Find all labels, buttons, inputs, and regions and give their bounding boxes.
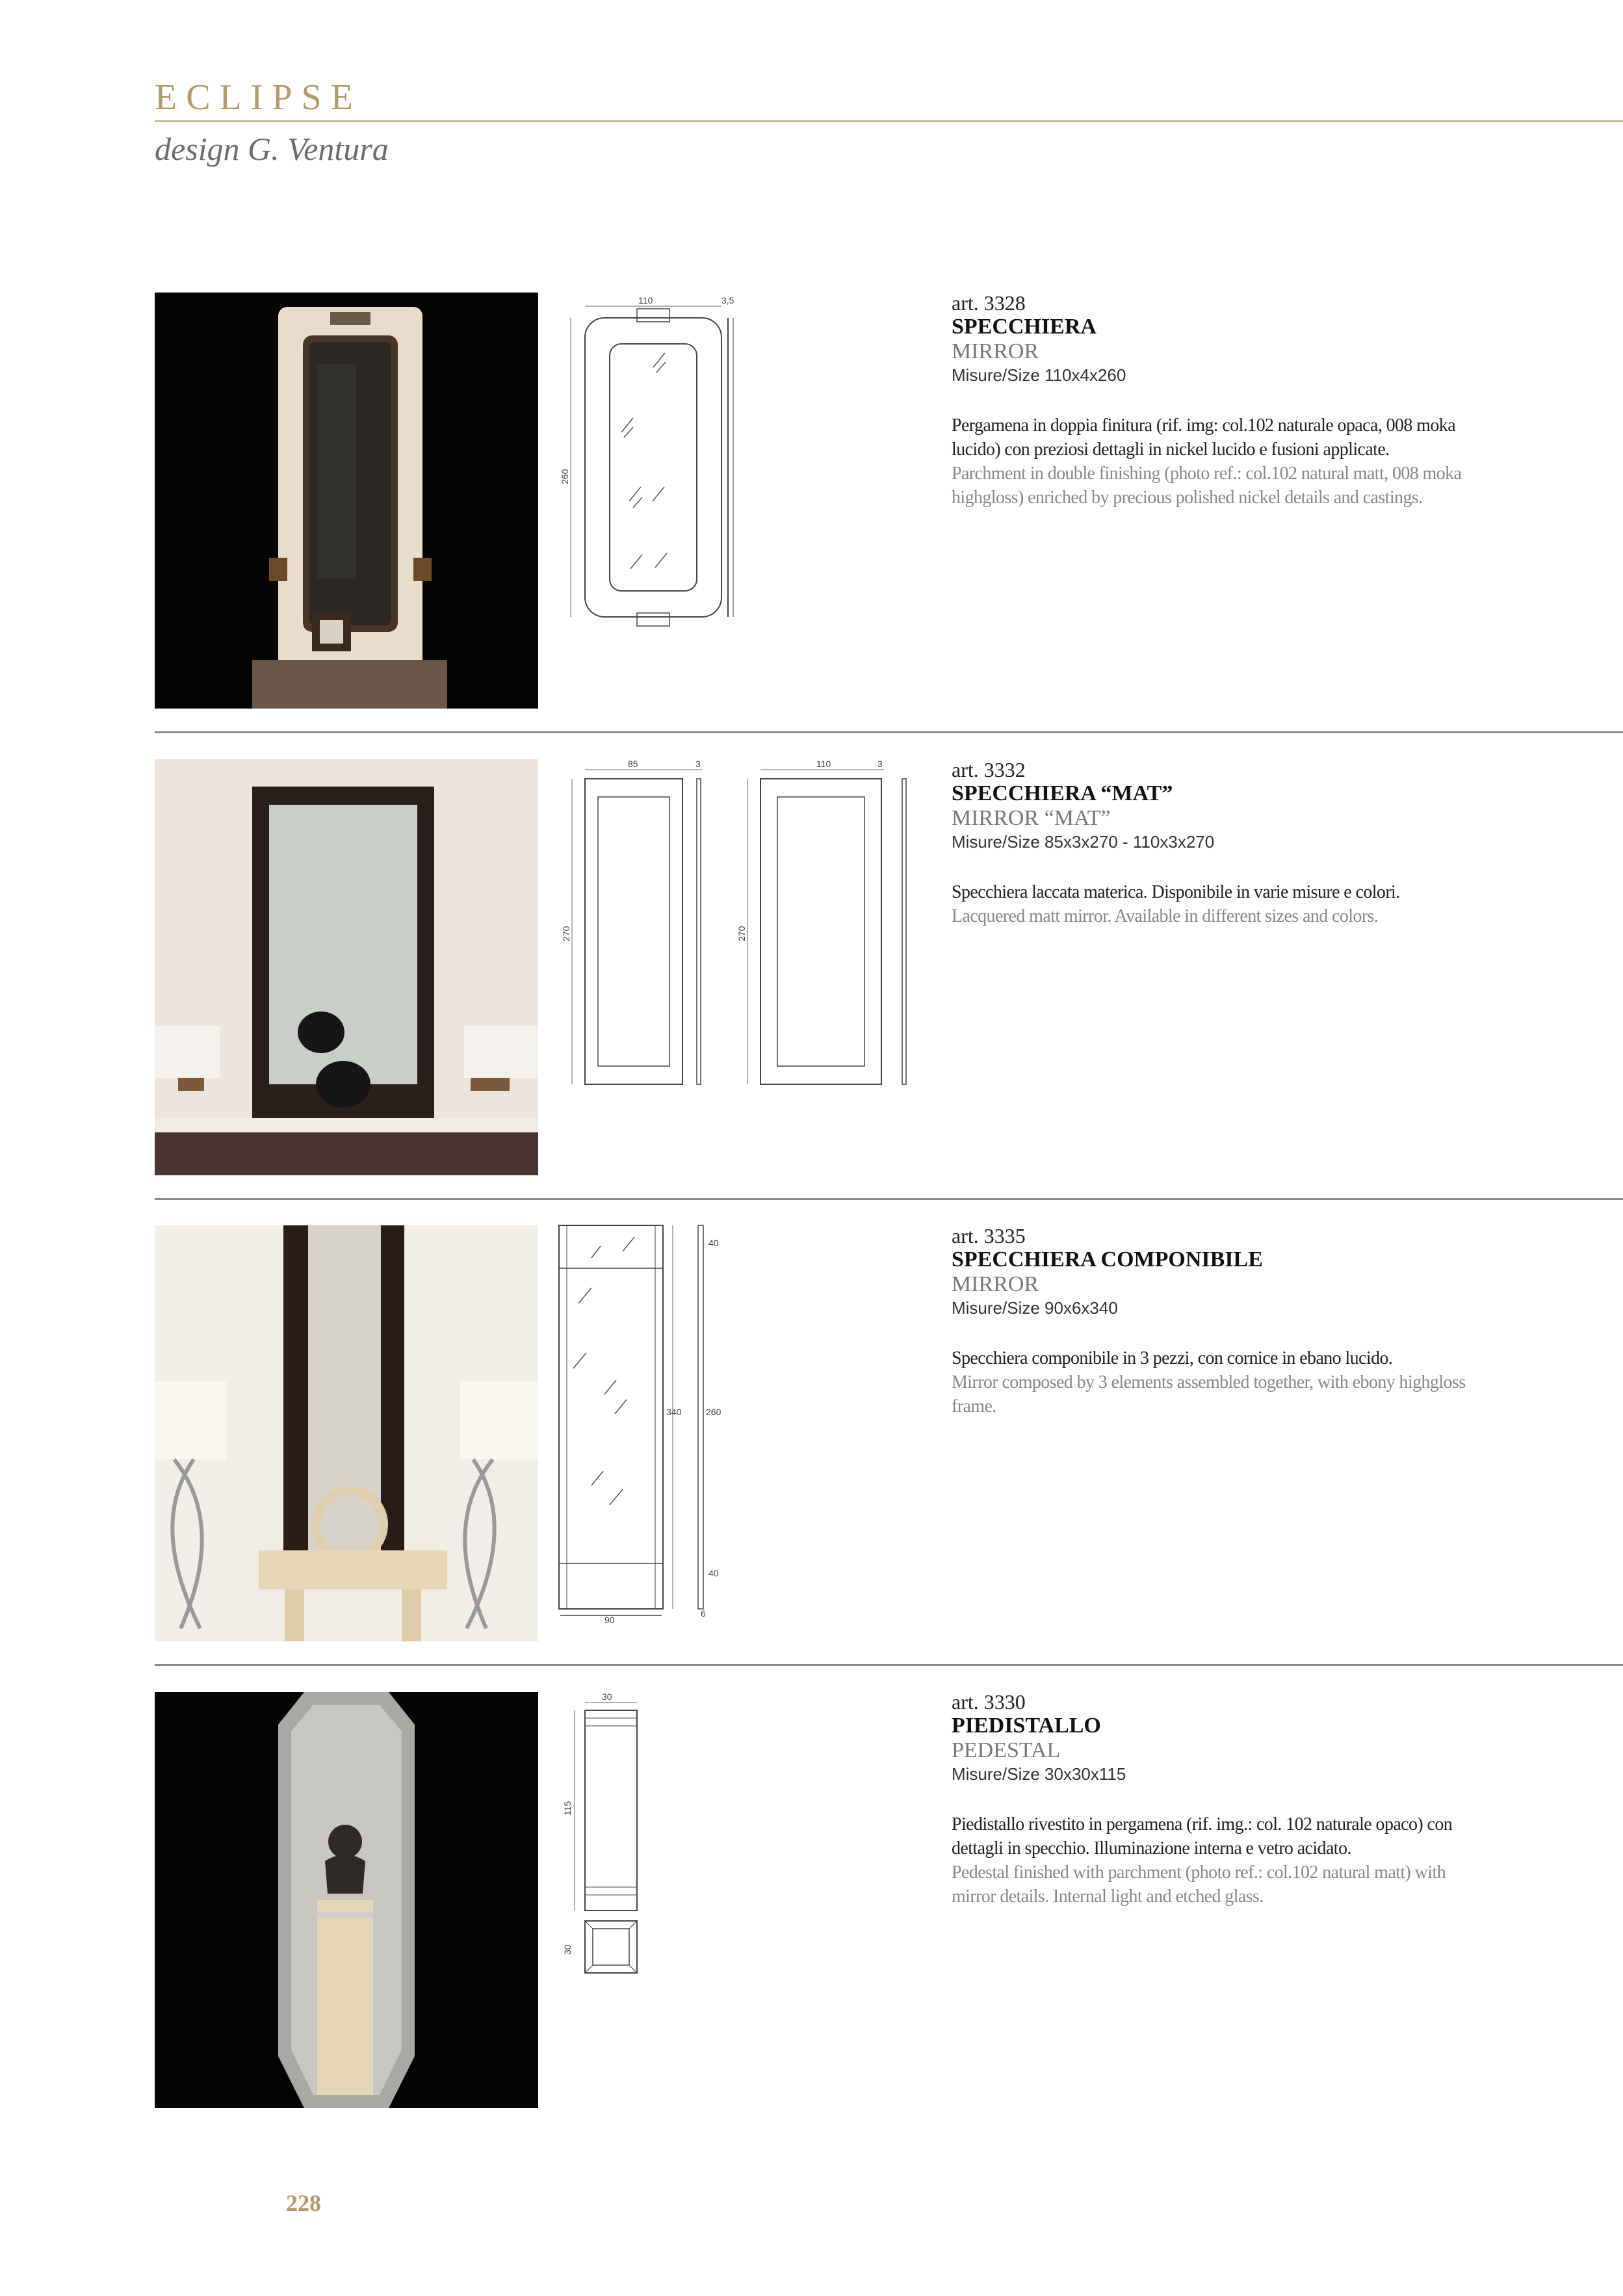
dim-height-1: 270 <box>561 926 571 941</box>
header-rule <box>155 120 1623 122</box>
article-code: art. 3335 <box>952 1224 1026 1247</box>
description-it: Specchiera laccata materica. Disponibile in varie misure e colori. <box>952 882 1400 902</box>
description-it: Piedistallo rivestito in pergamena (rif. img.: col. 102 naturale opaco) con dettagli in specchio. Illuminazione interna e vetro acidato. <box>952 1814 1453 1859</box>
brand-title: ECLIPSE <box>155 77 362 118</box>
description-it: Specchiera componibile in 3 pezzi, con cornice in ebano lucido. <box>952 1348 1393 1368</box>
product-name-it: PIEDISTALLO <box>952 1714 1101 1738</box>
product-info-3328 <box>952 291 1485 510</box>
dim-width: 110 <box>638 295 653 306</box>
product-info-3330 <box>952 1690 1485 1909</box>
designer-credit: design G. Ventura <box>155 131 389 167</box>
description-en: Mirror composed by 3 elements assembled together, with ebony highgloss frame. <box>952 1372 1466 1416</box>
product-name-it: SPECCHIERA “MAT” <box>952 781 1173 805</box>
product-name-en: MIRROR <box>952 339 1039 363</box>
technical-drawing-3330 <box>562 1691 695 1978</box>
technical-drawing-3328 <box>560 295 760 634</box>
description-en: Lacquered matt mirror. Available in different sizes and colors. <box>952 906 1379 926</box>
product-size: Misure/Size 30x30x115 <box>952 1764 1126 1784</box>
section-divider <box>155 731 1623 733</box>
article-code: art. 3328 <box>952 291 1026 315</box>
dim-middle: 260 <box>706 1407 721 1417</box>
product-size: Misure/Size 85x3x270 - 110x3x270 <box>952 832 1215 852</box>
dim-depth: 6 <box>701 1608 706 1619</box>
dim-height: 115 <box>562 1801 573 1816</box>
product-info-3332 <box>952 758 1485 928</box>
section-divider <box>155 1664 1623 1666</box>
dim-top: 40 <box>708 1238 719 1248</box>
product-name-en: PEDESTAL <box>952 1738 1061 1762</box>
product-name-it: SPECCHIERA COMPONIBILE <box>952 1247 1263 1272</box>
dim-base: 30 <box>562 1944 573 1955</box>
description-it: Pergamena in doppia finitura (rif. img: col.102 naturale opaca, 008 moka lucido) con preziosi dettagli in nickel lucido e fusioni applicate. <box>952 415 1456 460</box>
dim-bottom: 40 <box>708 1568 719 1578</box>
dim-width: 30 <box>602 1691 612 1702</box>
dim-depth-2: 3 <box>877 759 883 769</box>
dim-height: 260 <box>560 469 570 484</box>
product-name-en: MIRROR <box>952 1272 1039 1296</box>
dim-width: 90 <box>604 1615 615 1625</box>
dim-total-height: 340 <box>666 1407 682 1417</box>
technical-drawing-3332 <box>561 759 916 1097</box>
product-info-3335 <box>952 1224 1485 1418</box>
dim-width-2: 110 <box>816 759 831 769</box>
dim-height-2: 270 <box>736 926 747 941</box>
article-code: art. 3330 <box>952 1690 1026 1714</box>
product-photo-mirror-3335 <box>155 1225 538 1641</box>
article-code: art. 3332 <box>952 758 1026 781</box>
product-size: Misure/Size 90x6x340 <box>952 1298 1118 1318</box>
description-en: Parchment in double finishing (photo ref.: col.102 natural matt, 008 moka highgloss) enriched by precious polished nickel details and castings. <box>952 463 1462 508</box>
product-name-it: SPECCHIERA <box>952 315 1097 339</box>
product-photo-pedestal-3330 <box>155 1692 538 2108</box>
product-photo-mirror-3332 <box>155 759 538 1175</box>
product-photo-mirror-3328 <box>155 293 538 709</box>
product-size: Misure/Size 110x4x260 <box>952 365 1126 385</box>
product-name-en: MIRROR “MAT” <box>952 806 1111 830</box>
description-en: Pedestal finished with parchment (photo ref.: col.102 natural matt) with mirror details. Internal light and etched glass. <box>952 1862 1446 1907</box>
section-divider <box>155 1198 1623 1200</box>
page-number: 228 <box>286 2190 321 2216</box>
dim-depth-1: 3 <box>695 759 701 769</box>
technical-drawing-3335 <box>552 1225 747 1628</box>
dim-width-1: 85 <box>628 759 638 769</box>
dim-depth: 3,5 <box>721 295 734 306</box>
